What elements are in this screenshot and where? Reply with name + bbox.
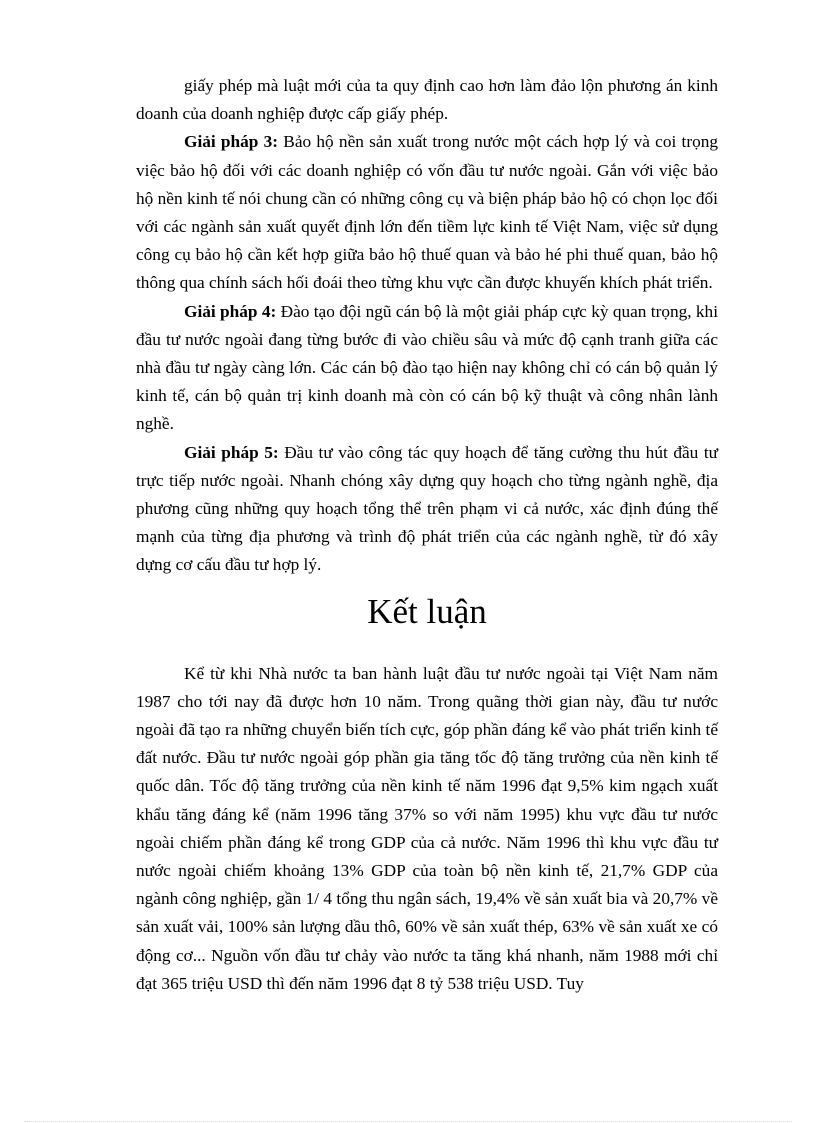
solution-4-paragraph [136, 298, 718, 439]
solution-5-paragraph [136, 439, 718, 580]
solution-4-label: Giải pháp 4: [184, 301, 277, 321]
solution-3-label: Giải pháp 3: [184, 132, 279, 152]
solution-4-text: Đào tạo đội ngũ cán bộ là một giải pháp cực kỳ quan trọng, khi đầu tư nước ngoài đang từng bước đi vào chiều sâu và mức độ cạnh tranh giữa các nhà đầu tư ngày càng lớn. Các cán bộ đào tạo hiện nay không chỉ có cán bộ quản lý kinh tế, cán bộ quản trị kinh doanh mà còn có cán bộ kỹ thuật và công nhân lành nghề. [136, 301, 719, 434]
solution-3-paragraph [136, 128, 718, 297]
solution-5-label: Giải pháp 5: [184, 442, 279, 462]
conclusion-heading: Kết luận [367, 591, 487, 631]
conclusion-paragraph: Kể từ khi Nhà nước ta ban hành luật đầu tư nước ngoài tại Việt Nam năm 1987 cho tới nay đã được hơn 10 năm. Trong quãng thời gian này, đầu tư nước ngoài đã tạo ra những chuyển biến tích cực, góp phần đáng kể vào phát triển kinh tế đất nước. Đầu tư nước ngoài góp phần gia tăng tốc độ tăng trưởng của nền kinh tế quốc dân. Tốc độ tăng trưởng của nền kinh tế năm 1996 đạt 9,5% kim ngạch xuất khẩu tăng đáng kể (năm 1996 tăng 37% so với năm 1995) khu vực đầu tư nước ngoài chiếm phần đáng kể trong GDP của cả nước. Năm 1996 thì khu vực đầu tư nước ngoài chiếm khoảng 13% GDP của toàn bộ nền kinh tế, 21,7% GDP của ngành công nghiệp, gần 1/ 4 tổng thu ngân sách, 19,4% về sản xuất bia và 20,7% về sản xuất vải, 100% sản lượng dầu thô, 60% về sản xuất thép, 63% về sản xuất xe có động cơ... Nguồn vốn đầu tư chảy vào nước ta tăng khá nhanh, năm 1988 mới chỉ đạt 365 triệu USD thì đến năm 1996 đạt 8 tỷ 538 triệu USD. Tuy [136, 663, 718, 993]
document-page [136, 72, 718, 998]
solution-3-text: Bảo hộ nền sản xuất trong nước một cách hợp lý và coi trọng việc bảo hộ đối với các doanh nghiệp có vốn đầu tư nước ngoài. Gắn với việc bảo hộ nền kinh tế nói chung cần có những công cụ và biện pháp bảo hộ có chọn lọc đối với các ngành sản xuất quyết định lớn đến tiềm lực kinh tế Việt Nam, việc sử dụng công cụ bảo hộ cần kết hợp giữa bảo hộ thuế quan và bảo hé phi thuế quan, bảo hộ thông qua chính sách hối đoái theo từng khu vực cần được khuyến khích phát triển. [136, 132, 718, 293]
page-bottom-divider [24, 1121, 792, 1122]
intro-paragraph: giấy phép mà luật mới của ta quy định cao hơn làm đảo lộn phương án kinh doanh của doanh nghiệp được cấp giấy phép. [136, 76, 718, 124]
solution-5-text: Đầu tư vào công tác quy hoạch để tăng cường thu hút đầu tư trực tiếp nước ngoài. Nhanh chóng xây dựng quy hoạch cho từng ngành nghề, địa phương cũng những quy hoạch tổng thể trên phạm vi cả nước, xác định đúng thế mạnh của từng địa phương và trình độ phát triển của các ngành nghề, từ đó xây dựng cơ cấu đầu tư hợp lý. [136, 442, 718, 575]
